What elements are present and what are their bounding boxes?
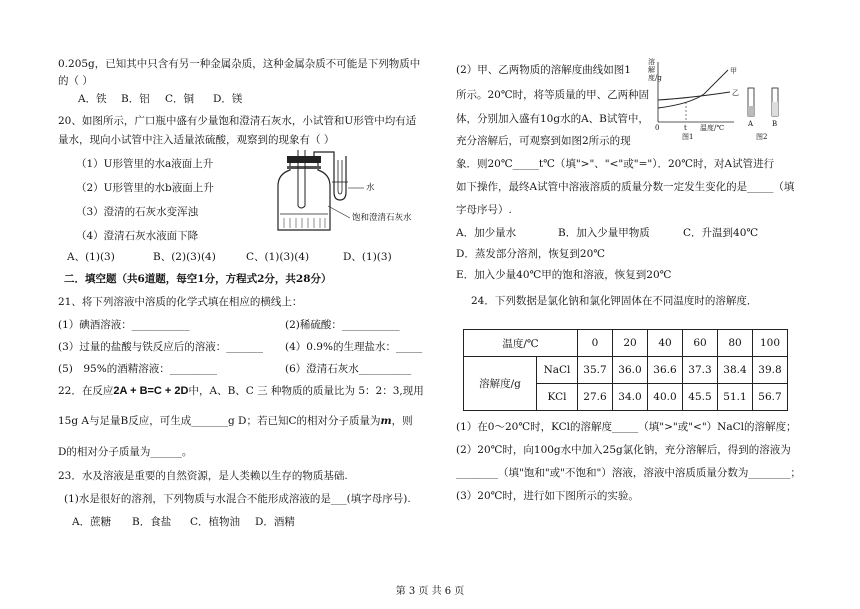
q24-text: 24．下列数据是氯化钠和氯化钾固体在不同温度时的溶解度． [471,295,758,307]
q24-sub-1: (1）在0～20℃时，KCl的溶解度_____（填">"或"<"）NaCl的溶解度； [456,421,797,433]
table-cell: 35.7 [578,357,613,384]
table-cell: 38.4 [718,357,753,384]
table-cell: 51.1 [718,384,753,411]
table-cell: 36.6 [648,357,683,384]
q19-text-line1: 0.205g，已知其中只含有另一种金属杂质，这种金属杂质不可能是下列物质中 [58,58,421,70]
q20-option-d: D、(1)(3) [343,251,392,263]
table-temp-20: 20 [613,330,648,357]
q23-option-e2: E．加入少量40℃甲的饱和溶液，恢复到20℃ [456,269,672,281]
graph-ylabel: 溶解度/g [648,58,662,82]
table-temp-80: 80 [718,330,753,357]
q23-2-line2: 所示。20℃时，将等质量的甲、乙两种固 [456,89,650,101]
q21-item-3: (3）过量的盐酸与铁反应后的溶液：_______ [58,341,264,353]
q20-text-line1: 20、如图所示，广口瓶中盛有少量饱和澄清石灰水，小试管和U形管中均有适 [58,115,417,127]
table-temp-0: 0 [578,330,613,357]
table-cell: 34.0 [613,384,648,411]
q22-text-a: 22．在反应 [58,385,114,397]
q21-item-2: (2)稀硫酸：___________ [285,319,400,331]
q19-option-a: A．铁 [78,93,107,105]
q21-text: 21、将下列溶液中溶质的化学式填在相应的横线上： [58,296,303,308]
page-footer: 第 3 页 共 6 页 [395,586,465,597]
q23-2-line3: 体，分别加入盛有10g水的A、B试管中， [456,113,649,125]
table-cell: 39.8 [753,357,788,384]
q23-2-line6: 如下操作，最终A试管中溶液溶质的质量分数一定发生变化的是_____（填 [456,181,795,193]
q22-text-d: ，则 [391,415,413,427]
table-cell-nacl-name: NaCl [537,357,578,384]
graph-xlabel: 温度/℃ [700,124,725,132]
table-header-row [464,330,788,357]
q23-sub-1: (1)水是很好的溶剂，下列物质与水混合不能形成溶液的是___(填字母序号). [64,493,411,505]
tube-a-label: A [748,120,754,128]
q23-option-c2: C．升温到40℃ [683,227,759,239]
q22-variable-m: m [380,415,392,427]
table-temp-60: 60 [683,330,718,357]
figure-label-water: 水 [366,183,375,193]
table-temp-100: 100 [753,330,788,357]
q23-option-c: C．植物油 [190,516,241,528]
q24-sub-2a: (2）20℃时，向100g水中加入25g氯化钠，充分溶解后，得到的溶液为 [456,444,791,456]
solubility-table [463,329,788,411]
figure-2-caption: 图2 [756,133,768,141]
q19-option-d: D．镁 [213,93,243,105]
table-cell: 37.3 [683,357,718,384]
q23-option-b2: B．加入少量甲物质 [558,227,650,239]
q23-option-a: A．蔗糖 [72,516,112,528]
table-cell: 36.0 [613,357,648,384]
q20-option-c: C、(1)(3)(4) [246,251,310,263]
q24-sub-3: (3）20℃时，进行如下图所示的实验。 [456,490,639,502]
q21-item-6: (6）澄清石灰水__________ [285,363,412,375]
graph-t-label: t [684,124,687,132]
section-2-heading: 二．填空题（共6道题，每空1分，方程式2分，共28分） [64,273,332,285]
q23-text: 23．水及溶液是重要的自然资源，是人类赖以生存的物质基础. [58,470,348,482]
q23-2-line7: 字母序号）. [456,204,512,216]
q20-option-b: B、(2)(3)(4) [153,251,216,263]
graph-curve-jia: 甲 [730,67,737,75]
q23-2-line4: 充分溶解后，可观察到如图2所示的现 [456,135,631,147]
q19-option-b: B．铝 [121,93,150,105]
table-row [464,357,788,384]
q20-item-4: （4）澄清石灰水液面下降 [76,230,199,242]
q23-2-line1: (2）甲、乙两物质的溶解度曲线如图1 [456,64,631,76]
table-row-label: 溶解度/g [464,357,537,411]
figure-1-caption: 图1 [682,133,694,141]
q20-option-a: A、(1)(3) [67,251,115,263]
q23-option-a2: A．加少量水 [456,227,517,239]
graph-origin: 0 [655,124,660,132]
q20-text-line2: 量水，现向小试管中注入适量浓硫酸，观察到的现象有（ ） [58,134,335,146]
q20-item-2: （2）U形管里的水b液面上升 [76,182,214,194]
q22-equation: 2A + B=C + 2D [113,385,189,397]
q20-item-1: （1）U形管里的水a液面上升 [76,158,214,170]
q22-line2 [58,414,413,428]
q21-item-4: (4）0.9%的生理盐水：_____ [285,341,423,353]
q20-item-3: （3）澄清的石灰水变浑浊 [76,206,199,218]
table-cell: 56.7 [753,384,788,411]
q22-text-b: 中，A、B、C 三 种物质的质量比为 5：2：3,现用 [188,385,424,397]
table-cell-kcl-name: KCl [537,384,578,411]
q22-line3: D的相对分子质量为______。 [58,446,193,458]
q24-sub-2b: ________（填"饱和"或"不饱和"）溶液，溶液中溶质质量分数为________； [456,467,801,479]
table-header-label: 温度/℃ [464,330,578,357]
q23-option-d: D．酒精 [255,516,295,528]
q23-option-d2: D．蒸发部分溶剂，恢复到20℃ [456,248,606,260]
q19-text-line2: 的（ ） [58,75,93,87]
graph-curve-yi: 乙 [732,89,739,97]
q19-option-c: C．铜 [165,93,195,105]
q22-text-c: 15g A与足量B反应，可生成_______g D；若已知C的相对分子质量为 [58,415,381,427]
figure-label-limewater: 饱和澄清石灰水 [352,213,412,223]
table-cell: 40.0 [648,384,683,411]
q22-line1 [58,384,424,398]
table-cell: 27.6 [578,384,613,411]
q21-item-1: (1）碘酒溶液：___________ [58,319,190,331]
q23-option-b: B．食盐 [132,516,172,528]
q21-item-5: (5) 95%的酒精溶液：_________ [58,363,217,375]
q23-2-line5: 象．则20℃_____t℃（填">"、"<"或"="）．20℃时，对A试管进行 [456,158,775,170]
table-temp-40: 40 [648,330,683,357]
tube-b-label: B [772,120,778,128]
table-cell: 45.5 [683,384,718,411]
